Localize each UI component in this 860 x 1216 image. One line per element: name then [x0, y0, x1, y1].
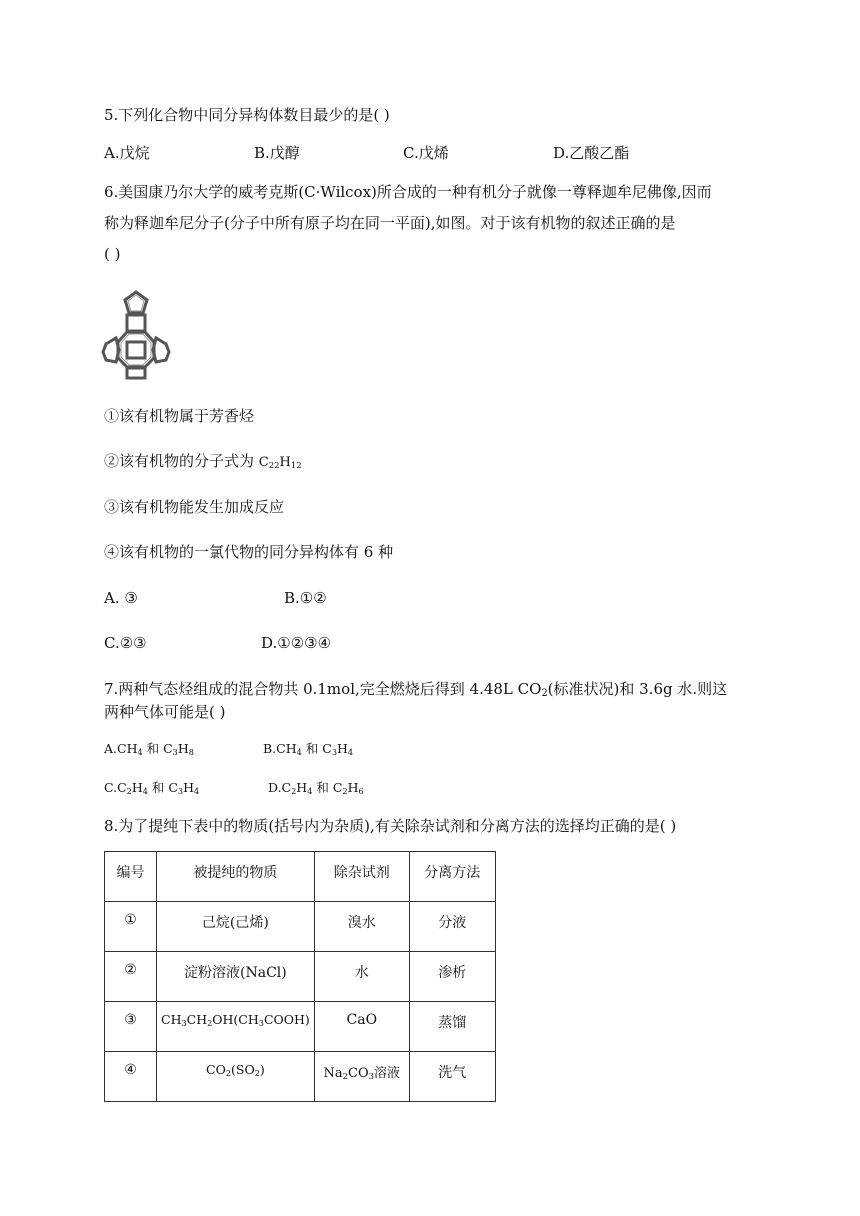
- row1-number: ①: [105, 902, 157, 952]
- q7-option-c: $C.C_2H_4$ 和 $C_3H_4$: [104, 780, 200, 796]
- buddha-molecule-structure-image: [100, 286, 172, 382]
- row4-substance: $CO_2(SO_2)$: [157, 1052, 315, 1102]
- q5-option-b: B.戊醇: [254, 144, 300, 162]
- row3-reagent: CaO: [314, 1002, 409, 1052]
- q6-option-a: A. ③: [104, 589, 138, 607]
- header-reagent: 除杂试剂: [314, 852, 409, 902]
- table-row: [105, 1052, 496, 1102]
- header-method: 分离方法: [409, 852, 495, 902]
- q6-formula: $C_{22}H_{12}$: [258, 455, 302, 470]
- row4-method: 洗气: [409, 1052, 495, 1102]
- q6-option-c: C.②③: [104, 634, 147, 652]
- q7-option-b: $B.CH_4$ 和 $C_3H_4$: [263, 741, 354, 757]
- q6-statement-1: ①该有机物属于芳香烃: [104, 407, 255, 425]
- q5-option-c: C.戊烯: [403, 144, 449, 162]
- table-row: [105, 952, 496, 1002]
- q7-stem-line2: 两种气体可能是( ): [104, 703, 226, 721]
- q7-stem-line1: 7.两种气态烃组成的混合物共 0.1mol,完全燃烧后得到 4.48L $CO_2$(标准状况)和 3.6g 水.则这: [104, 680, 728, 699]
- table-row: [105, 1002, 496, 1052]
- row2-substance: 淀粉溶液(NaCl): [157, 952, 315, 1002]
- row1-substance: 己烷(己烯): [157, 902, 315, 952]
- row3-method: 蒸馏: [409, 1002, 495, 1052]
- table-row: [105, 902, 496, 952]
- row3-substance: $CH_3CH_2OH(CH_3COOH)$: [157, 1002, 315, 1052]
- header-substance: 被提纯的物质: [157, 852, 315, 902]
- row2-number: ②: [105, 952, 157, 1002]
- q5-stem: 5.下列化合物中同分异构体数目最少的是( ): [104, 106, 390, 124]
- q6-stem-line1: 6.美国康乃尔大学的威考克斯(C·Wilcox)所合成的一种有机分子就像一尊释迦牟尼佛像,因而: [104, 183, 712, 201]
- row1-method: 分液: [409, 902, 495, 952]
- row2-method: 渗析: [409, 952, 495, 1002]
- q6-statement-2-text: ②该有机物的分子式为: [104, 452, 259, 470]
- row1-reagent: 溴水: [314, 902, 409, 952]
- table-header-row: [105, 852, 496, 902]
- q5-option-a: A.戊烷: [104, 144, 150, 162]
- q6-stem-line2: 称为释迦牟尼分子(分子中所有原子均在同一平面),如图。对于该有机物的叙述正确的是: [104, 214, 676, 232]
- row3-number: ③: [105, 1002, 157, 1052]
- q5-option-d: D.乙酸乙酯: [553, 144, 630, 162]
- purification-table: [104, 851, 496, 1102]
- q6-statement-3: ③该有机物能发生加成反应: [104, 498, 285, 516]
- row2-reagent: 水: [314, 952, 409, 1002]
- q6-option-b: B.①②: [284, 589, 327, 607]
- q6-option-d: D.①②③④: [261, 634, 332, 652]
- q7-option-d: $D.C_2H_4$ 和 $C_2H_6$: [268, 780, 364, 796]
- q8-stem: 8.为了提纯下表中的物质(括号内为杂质),有关除杂试剂和分离方法的选择均正确的是( ): [104, 817, 677, 835]
- q6-statement-2: [104, 450, 302, 474]
- q6-statement-4: ④该有机物的一氯代物的同分异构体有 6 种: [104, 543, 394, 561]
- header-number: 编号: [105, 852, 157, 902]
- q7-option-a: $A.CH_4$ 和 $C_3H_8$: [104, 741, 194, 757]
- row4-number: ④: [105, 1052, 157, 1102]
- q6-stem-line3: ( ): [104, 245, 121, 263]
- row4-reagent: $Na_2CO_3$溶液: [314, 1052, 409, 1102]
